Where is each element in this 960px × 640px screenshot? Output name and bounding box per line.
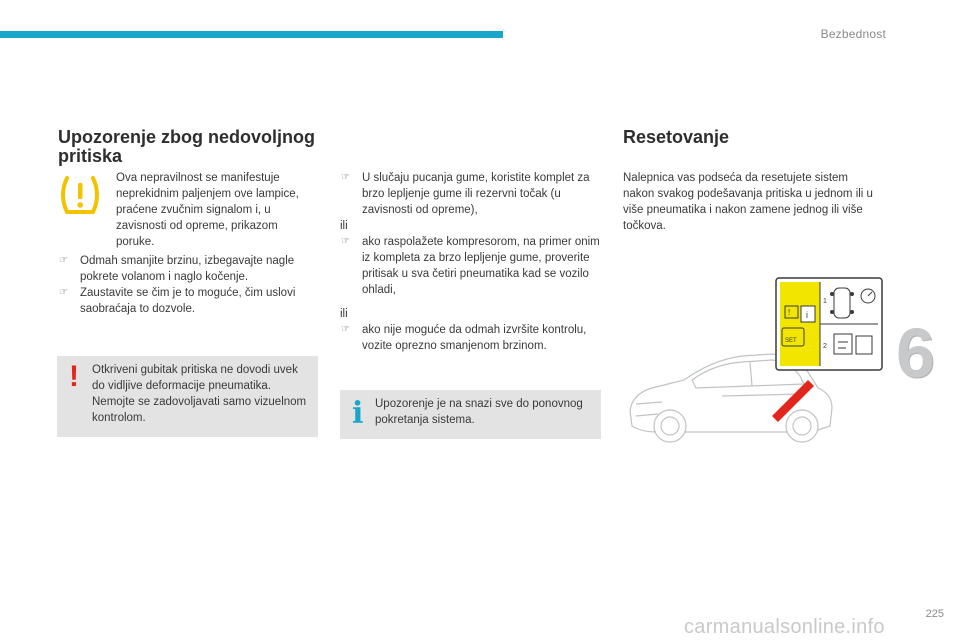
warning-intro-text: Ova nepravilnost se manifestuje neprekidnim paljenjem ove lampice, praćene zvučnim signalom i, u zavisnosti od opreme, prikazom poruke. [116,172,299,248]
caution-note-box [57,356,318,437]
warning-bullet-list [58,253,320,317]
section-label: Bezbednost [820,27,886,41]
list-item: ☞ U slučaju pucanja gume, koristite komplet za brzo lepljenje gume ili rezervni točak (u zavisnosti od opreme), [341,172,590,216]
list-item: ☞ ako raspolažete kompresorom, na primer onim iz kompleta za brzo lepljenje gume, proverite pritisak u sva četiri pneumatika kad se vozilo ohladi, [341,236,600,296]
svg-text:i: i [806,310,808,320]
or-separator: ili [340,220,348,232]
step-number: 1 [823,298,827,305]
section-title-warning: Upozorenje zbog nedovoljnog pritiska [58,127,315,166]
pointing-hand-icon: ☞ [59,255,68,266]
step-number: 2 [823,343,827,350]
watermark: carmanualsonline.info [684,616,885,638]
tire-pressure-warning-icon [58,175,102,215]
section-title-reset: Resetovanje [623,127,730,147]
middle-column [340,170,602,354]
pointing-hand-icon: ☞ [341,324,350,335]
pointing-hand-icon: ☞ [59,287,68,298]
list-item: ☞ Zaustavite se čim je to moguće, čim uslovi saobraćaja to dozvole. [59,287,296,315]
exclamation-icon: ! [69,360,79,393]
chapter-number: 6 [896,314,935,392]
caution-note-text: Otkriveni gubitak pritiska ne dovodi uvek do vidljive deformacije pneumatika. Nemojte se zadovoljavati samo vizuelnom kontrolom. [92,364,307,424]
list-item: ☞ Odmah smanjite brzinu, izbegavajte nagle pokrete volanom i naglo kočenje. [59,255,295,283]
info-note-box [340,390,601,439]
info-icon: i [352,396,364,431]
svg-text:!: ! [788,308,791,317]
page-number: 225 [925,608,944,620]
pointing-hand-icon: ☞ [341,172,350,183]
or-separator: ili [340,308,348,320]
set-button-label: SET [785,338,797,344]
accent-bar [0,31,503,38]
list-item: ☞ ako nije moguće da odmah izvršite kontrolu, vozite oprezno smanjenom brzinom. [341,324,587,352]
pointing-hand-icon: ☞ [341,236,350,247]
reset-text: Nalepnica vas podseća da resetujete sistem nakon svakog podešavanja pritiska u jednom ili u više pneumatika i nakon zamene jednog ili više točkova. [623,172,873,232]
pointer-arrow [772,380,814,422]
reset-label-illustration [622,276,884,456]
reset-reminder-label [776,278,882,370]
info-note-text: Upozorenje je na snazi sve do ponovnog pokretanja sistema. [375,398,583,426]
